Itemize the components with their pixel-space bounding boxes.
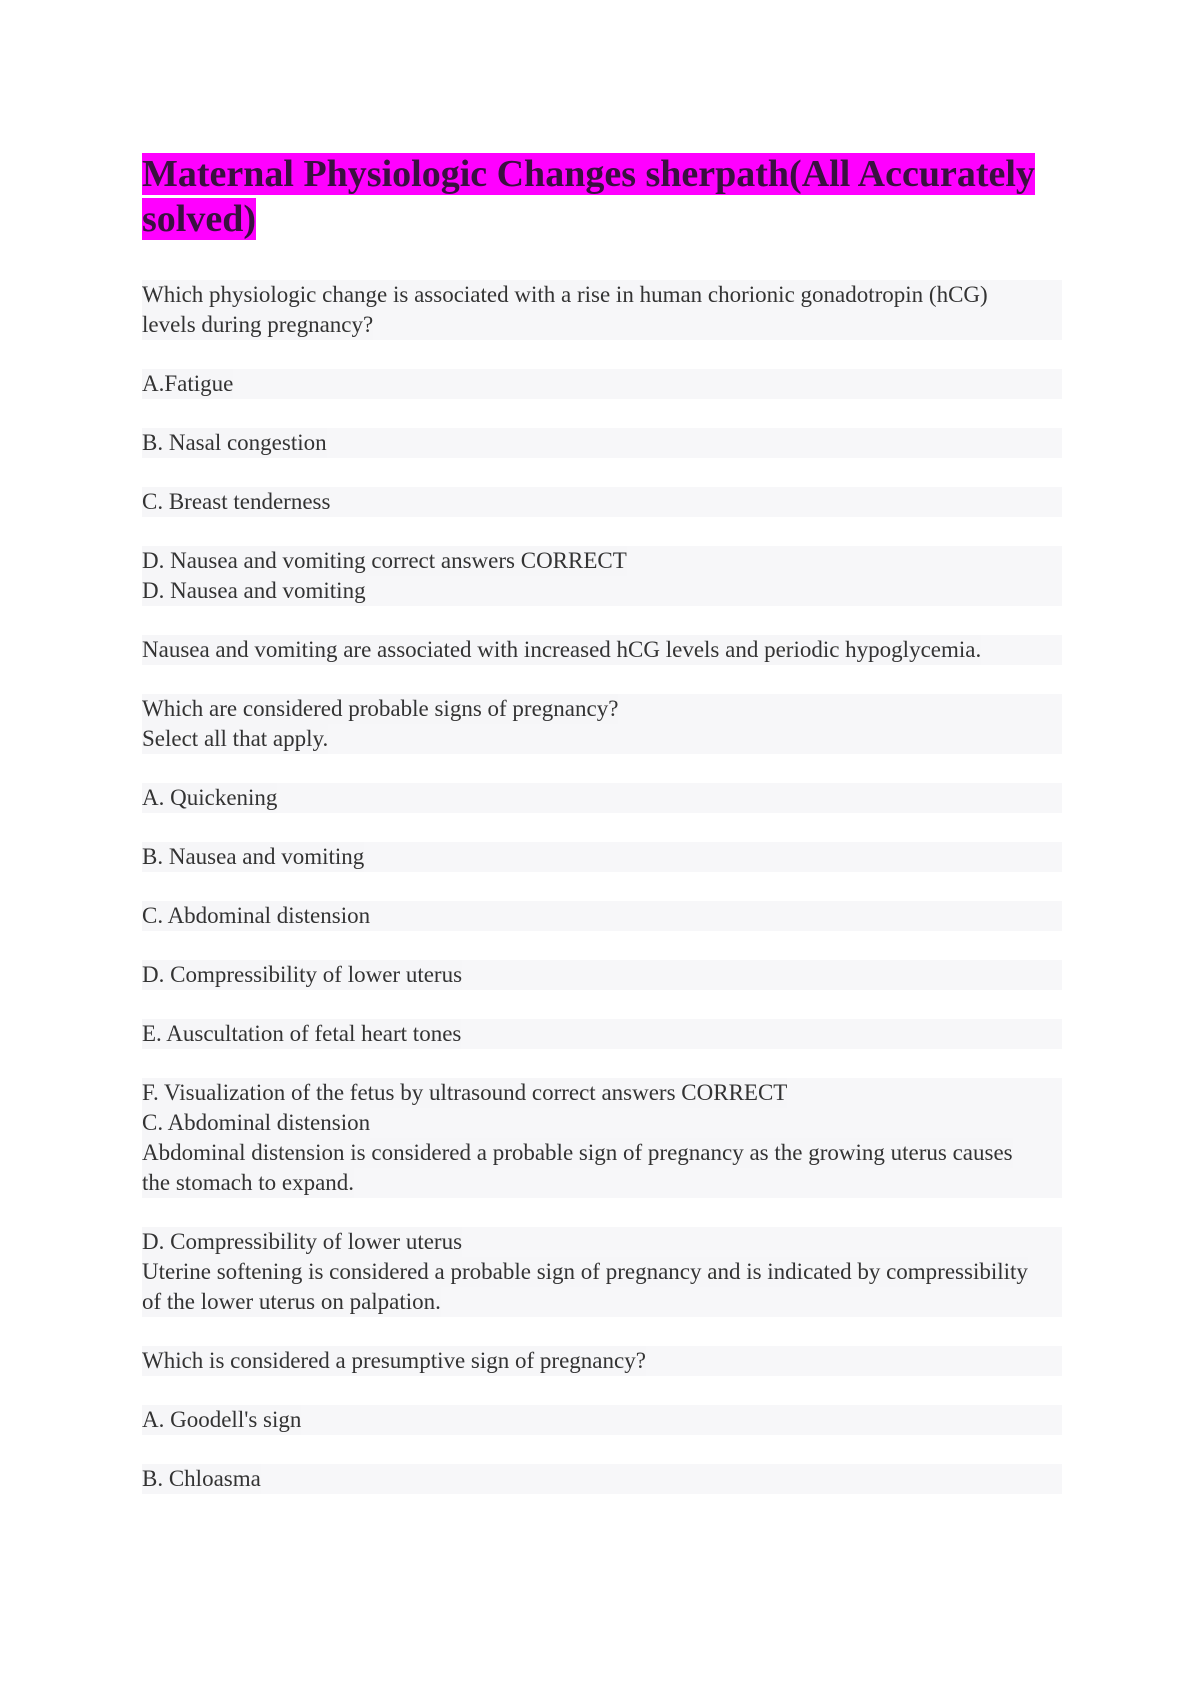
text-line: D. Compressibility of lower uterus — [142, 960, 462, 990]
question-1-answer — [142, 546, 1062, 606]
title-highlight: Maternal Physiologic Changes sherpath(All Accurately solved) — [142, 153, 1035, 240]
text-line: D. Compressibility of lower uterus — [142, 1227, 462, 1257]
text-line: B. Chloasma — [142, 1464, 261, 1494]
question-3-option-a — [142, 1405, 1062, 1435]
text-line: Which is considered a presumptive sign of pregnancy? — [142, 1346, 646, 1376]
document-title — [142, 152, 1062, 242]
text-line: A. Quickening — [142, 783, 277, 813]
question-1-stem — [142, 280, 1062, 340]
text-line: B. Nausea and vomiting — [142, 842, 364, 872]
text-line: B. Nasal congestion — [142, 428, 327, 458]
text-line: Nausea and vomiting are associated with increased hCG levels and periodic hypoglycemia. — [142, 635, 981, 665]
question-2-answer-1 — [142, 1078, 1062, 1198]
question-2-option-b — [142, 842, 1062, 872]
question-3-stem — [142, 1346, 1062, 1376]
document-page — [142, 152, 1062, 1523]
question-2-option-d — [142, 960, 1062, 990]
question-2-stem — [142, 694, 1062, 754]
text-line: C. Abdominal distension — [142, 901, 370, 931]
question-1-option-b — [142, 428, 1062, 458]
question-1-option-a — [142, 369, 1062, 399]
text-line: A. Goodell's sign — [142, 1405, 301, 1435]
text-line: A.Fatigue — [142, 369, 233, 399]
question-2-answer-2 — [142, 1227, 1062, 1317]
text-line: C. Breast tenderness — [142, 487, 330, 517]
question-2-option-e — [142, 1019, 1062, 1049]
text-line: Abdominal distension is considered a probable sign of pregnancy as the growing uterus causes — [142, 1138, 1013, 1168]
text-line: of the lower uterus on palpation. — [142, 1287, 441, 1317]
text-line: F. Visualization of the fetus by ultrasound correct answers CORRECT — [142, 1078, 787, 1108]
question-1-option-c — [142, 487, 1062, 517]
text-line: Select all that apply. — [142, 724, 328, 754]
text-line: E. Auscultation of fetal heart tones — [142, 1019, 461, 1049]
text-line: Which physiologic change is associated with a rise in human chorionic gonadotropin (hCG) — [142, 280, 988, 310]
text-line: Uterine softening is considered a probable sign of pregnancy and is indicated by compressibility — [142, 1257, 1028, 1287]
text-line: the stomach to expand. — [142, 1168, 354, 1198]
question-1-rationale — [142, 635, 1062, 665]
text-line: D. Nausea and vomiting correct answers CORRECT — [142, 546, 627, 576]
text-line: levels during pregnancy? — [142, 310, 373, 340]
text-line: D. Nausea and vomiting — [142, 576, 366, 606]
question-2-option-c — [142, 901, 1062, 931]
question-2-option-a — [142, 783, 1062, 813]
question-3-option-b — [142, 1464, 1062, 1494]
text-line: C. Abdominal distension — [142, 1108, 370, 1138]
text-line: Which are considered probable signs of pregnancy? — [142, 694, 618, 724]
